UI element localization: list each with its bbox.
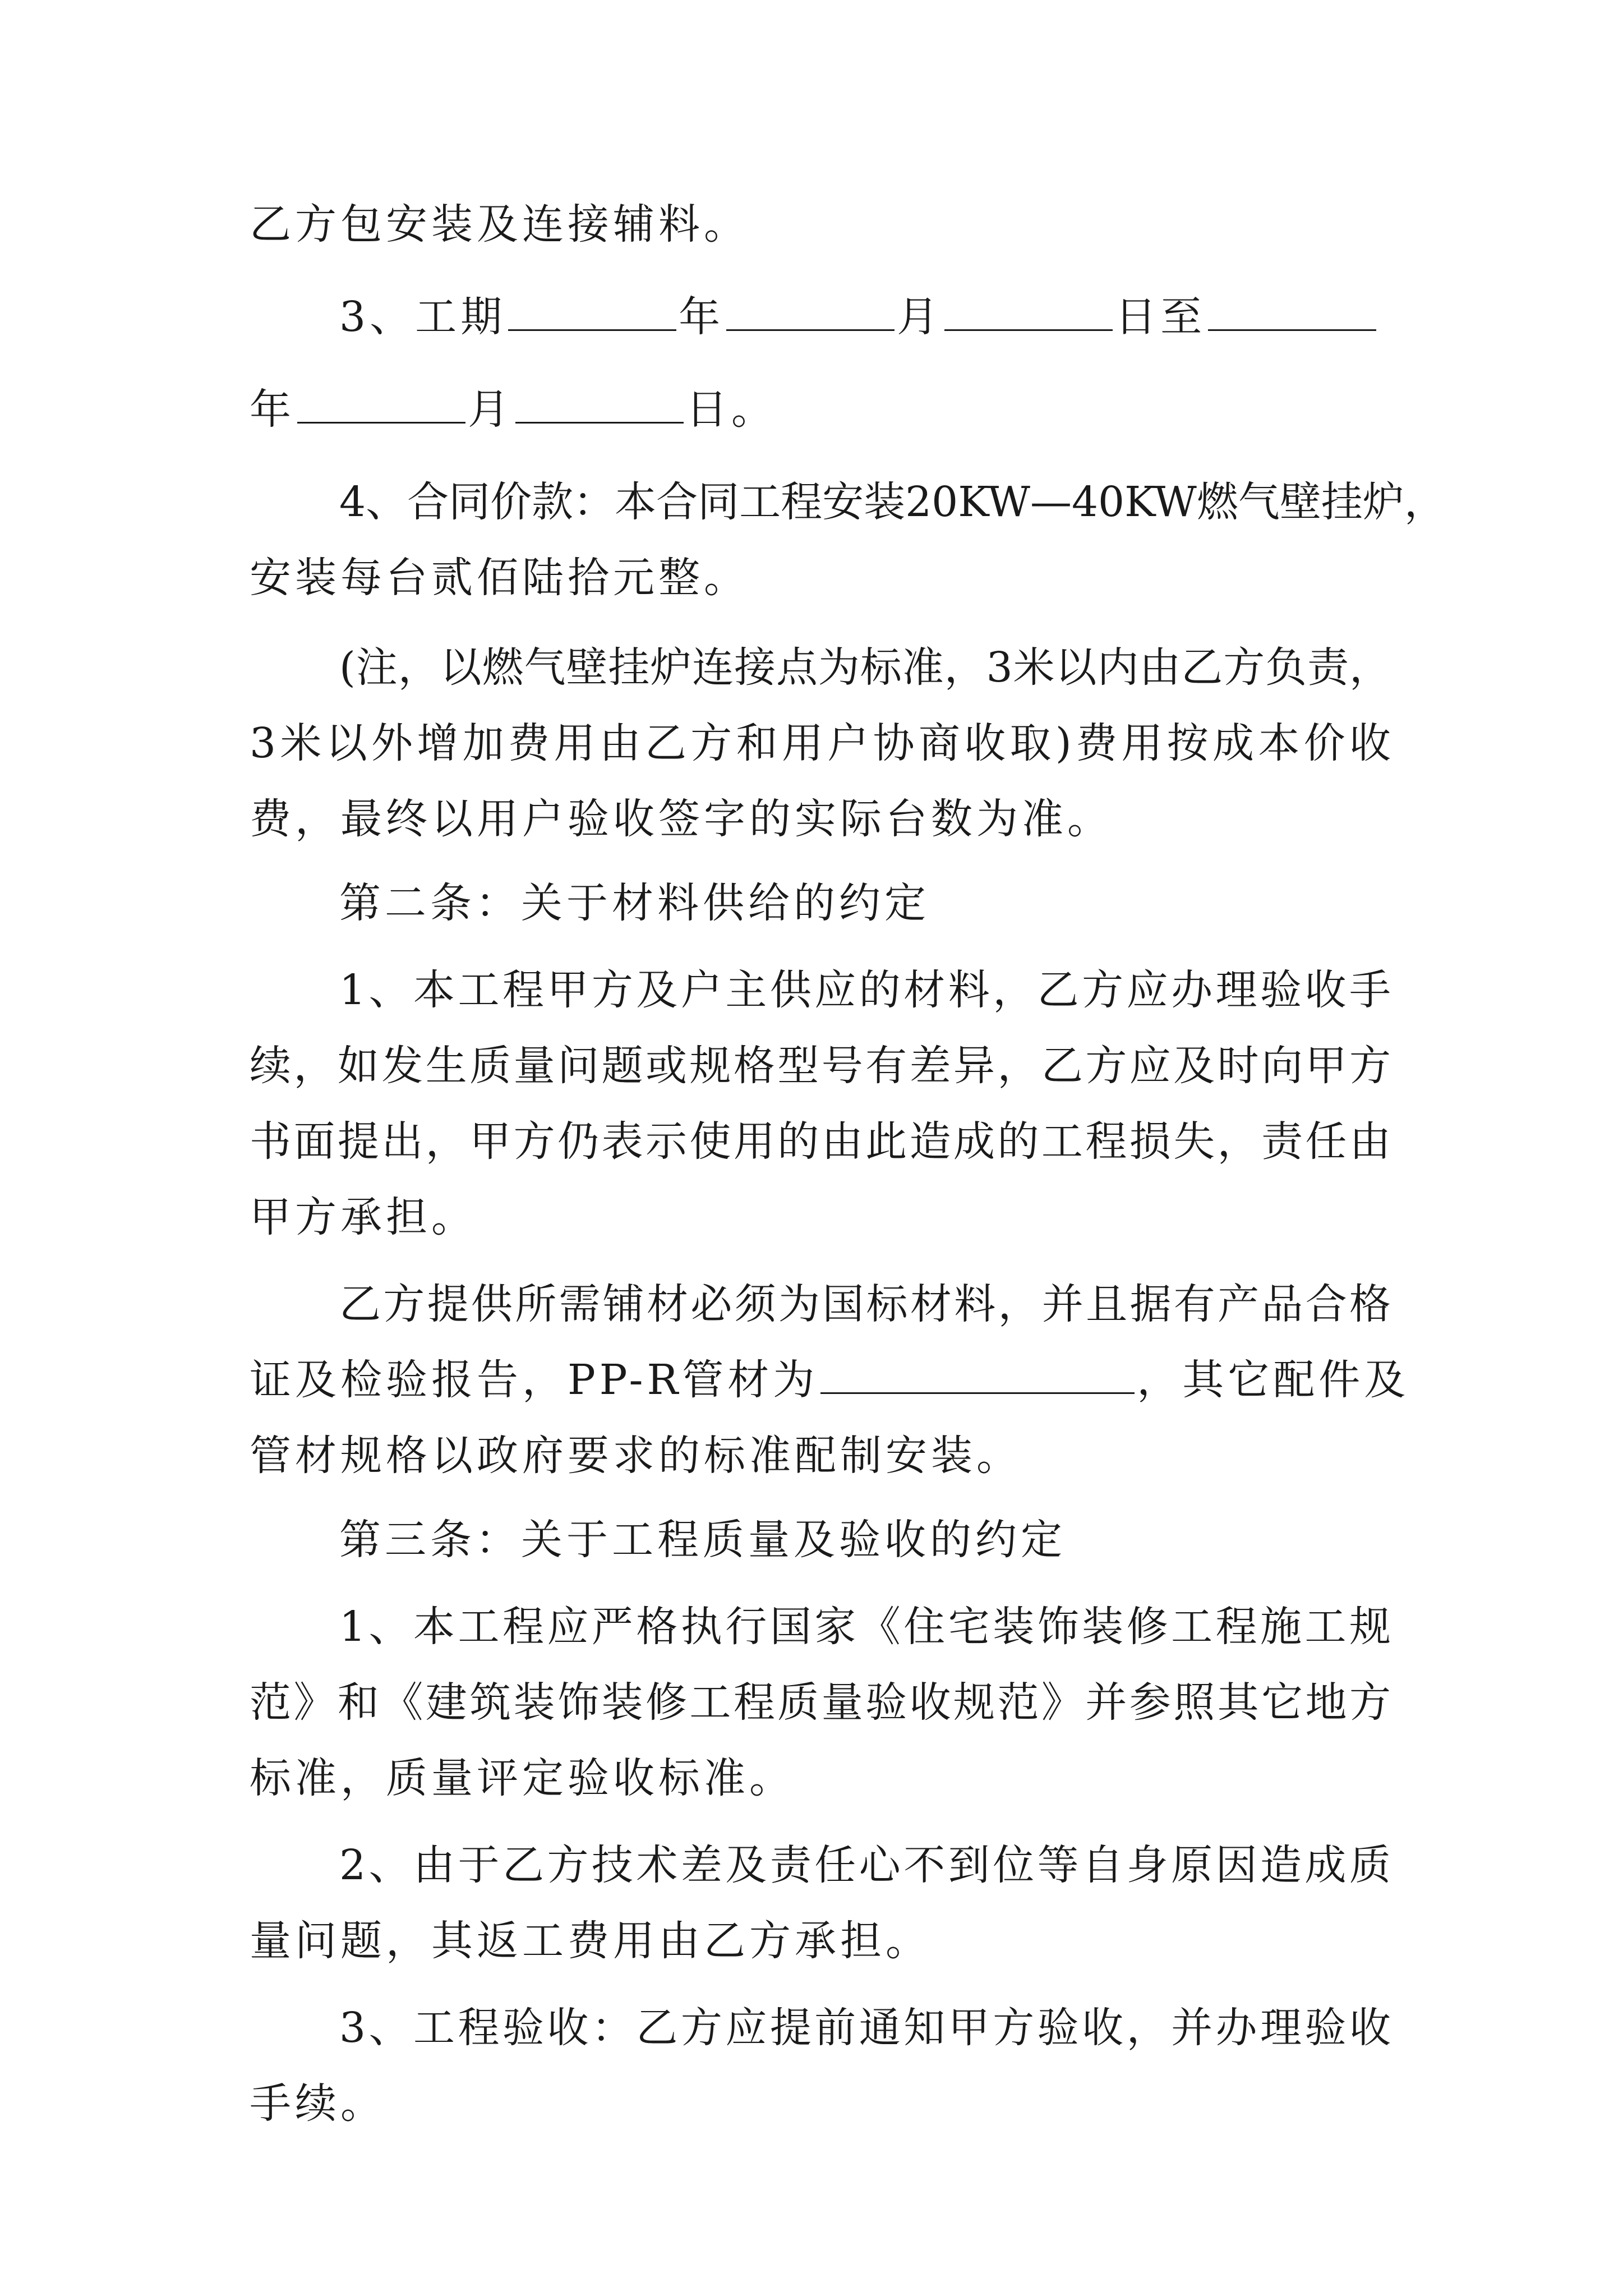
text-line: 手续。 [250,2079,386,2128]
text-line: 费，最终以用户验收签字的实际台数为准。 [250,795,1113,843]
text-fragment: 月 [468,385,513,434]
text-line: 范》和《建筑装饰装修工程质量验收规范》并参照其它地方 [250,1678,1391,1727]
text-line: (注，以燃气壁挂炉连接点为标准，3米以内由乙方负责， [339,643,1391,692]
construction-period-end-line [250,381,777,438]
text-line: 2、由于乙方技术差及责任心不到位等自身原因造成质 [339,1841,1391,1889]
text-line: 安装每台贰佰陆拾元整。 [250,554,749,602]
text-line: 1、本工程应严格执行国家《住宅装饰装修工程施工规 [339,1603,1391,1651]
text-line: 量问题，其返工费用由乙方承担。 [250,1917,931,1965]
text-fragment: 3、工期 [339,293,506,341]
text-line: 3米以外增加费用由乙方和用户协商收取)费用按成本价收 [250,719,1391,767]
article-heading: 第二条：关于材料供给的约定 [339,879,930,927]
text-line: 3、工程验收：乙方应提前通知甲方验收，并办理验收 [339,2004,1391,2052]
blank-field [508,290,676,331]
text-line: 甲方承担。 [250,1193,477,1241]
text-line: 乙方提供所需铺材必须为国标材料，并且据有产品合格 [339,1280,1391,1328]
text-line: 乙方包安装及连接辅料。 [250,200,749,249]
text-line: 1、本工程甲方及户主供应的材料，乙方应办理验收手 [339,966,1391,1014]
blank-field [515,383,684,424]
text-line: 续，如发生质量问题或规格型号有差异，乙方应及时向甲方 [250,1042,1391,1090]
blank-field [1208,290,1376,331]
blank-field [820,1353,1135,1394]
article-heading: 第三条：关于工程质量及验收的约定 [339,1516,1066,1564]
text-fragment: 年 [679,293,725,341]
text-line: 4、合同价款：本合同工程安装20KW—40KW燃气壁挂炉， [339,478,1446,526]
text-fragment: 日至 [1115,293,1206,341]
text-line: 管材规格以政府要求的标准配制安装。 [250,1432,1022,1480]
construction-period-line [339,289,1378,345]
blank-field [944,290,1113,331]
text-fragment: ，其它配件及 [1137,1356,1410,1404]
text-fragment: 年 [250,385,295,434]
text-fragment: 证及检验报告，PP-R管材为 [250,1356,819,1404]
pipe-spec-line [250,1352,1409,1408]
text-fragment: 日。 [686,385,777,434]
text-line: 标准，质量评定验收标准。 [250,1754,795,1802]
blank-field [726,290,895,331]
blank-field [297,383,465,424]
text-fragment: 月 [897,293,943,341]
text-line: 书面提出，甲方仍表示使用的由此造成的工程损失，责任由 [250,1117,1391,1166]
